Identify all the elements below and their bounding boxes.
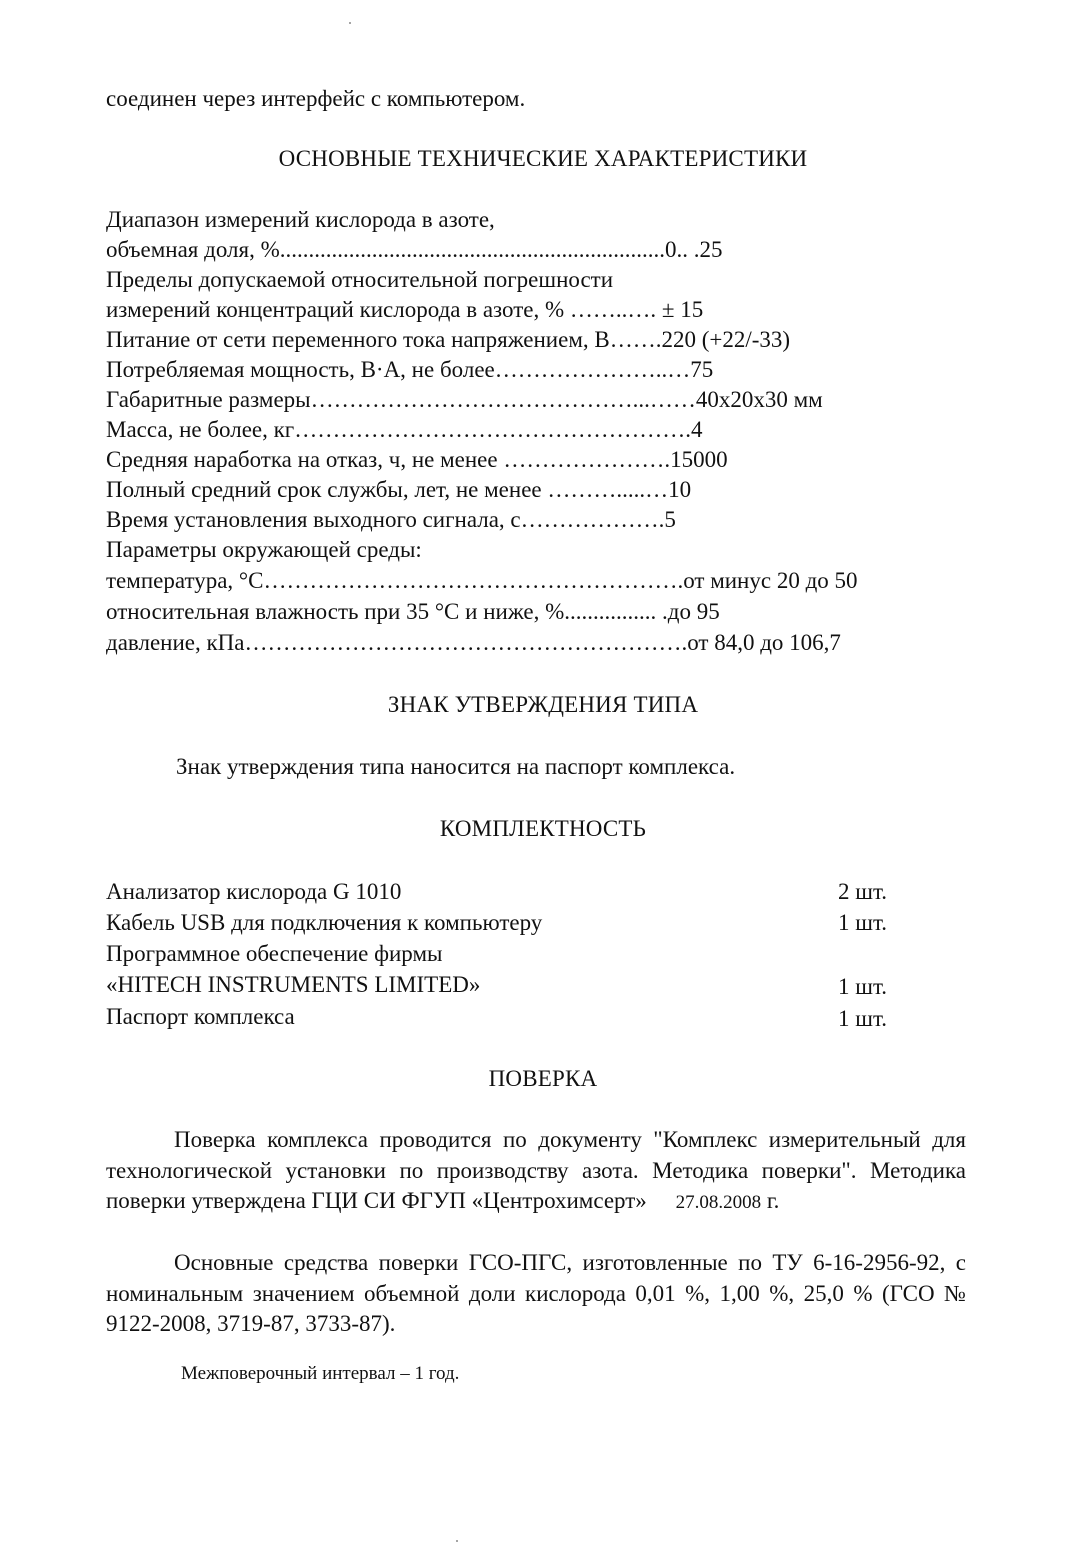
verification-interval: Межповерочный интервал – 1 год. [181, 1363, 460, 1384]
spec-line: Габаритные размеры……………………………………...……40x20x30 мм [106, 387, 823, 412]
scan-speck [349, 22, 351, 24]
date-suffix: г. [766, 1188, 780, 1213]
kit-item-qty: 1 шт. [838, 974, 888, 999]
kit-item-name: Программное обеспечение фирмы [106, 941, 443, 966]
kit-item-qty: 2 шт. [838, 879, 888, 904]
verification-heading: ПОВЕРКА [488, 1066, 598, 1091]
spec-line: Потребляемая мощность, В·А, не более…………………..…75 [106, 357, 714, 382]
intro-line: соединен через интерфейс с компьютером. [106, 86, 526, 111]
approval-text: Знак утверждения типа наносится на паспорт комплекса. [176, 754, 736, 779]
specs-heading: ОСНОВНЫЕ ТЕХНИЧЕСКИЕ ХАРАКТЕРИСТИКИ [278, 146, 808, 171]
approval-date: 27.08.2008 [675, 1192, 762, 1213]
kit-item-qty: 1 шт. [838, 910, 888, 935]
spec-line: Масса, не более, кг…………………………………………….4 [106, 417, 703, 442]
verification-means-text: Основные средства поверки ГСО-ПГС, изготовленные по ТУ 6-16-2956-92, с номинальным значением объемной доли кислорода 0,01 %, 1,00 %, 25,0 % (ГСО № 9122-2008, 3719-87, 3733-87). [106, 1250, 966, 1336]
spec-line: измерений концентраций кислорода в азоте, % ……..…. ± 15 [106, 297, 704, 322]
spec-line: Средняя наработка на отказ, ч, не менее ………………….15000 [106, 447, 728, 472]
spec-line: Диапазон измерений кислорода в азоте, [106, 207, 495, 232]
spec-line: температура, °С……………………………………………….от минус 20 до 50 [106, 568, 858, 593]
spec-line: Время установления выходного сигнала, с……………….5 [106, 507, 676, 532]
scan-speck [456, 1540, 458, 1542]
spec-line: давление, кПа………………………………………………….от 84,0 до 106,7 [106, 630, 841, 655]
verification-means-paragraph [106, 1248, 966, 1340]
kit-item-name: Анализатор кислорода G 1010 [106, 879, 402, 904]
kit-item-name: «HITECH INSTRUMENTS LIMITED» [106, 972, 481, 997]
verification-paragraph [106, 1125, 966, 1219]
spec-line: Полный средний срок службы, лет, не менее ……….....…10 [106, 477, 692, 502]
spec-line: Питание от сети переменного тока напряжением, В…….220 (+22/-33) [106, 327, 791, 352]
kit-item-name: Паспорт комплекса [106, 1004, 295, 1029]
kit-heading: КОМПЛЕКТНОСТЬ [439, 816, 647, 841]
approval-heading: ЗНАК УТВЕРЖДЕНИЯ ТИПА [387, 692, 699, 717]
spec-line: Пределы допускаемой относительной погрешности [106, 267, 614, 292]
kit-item-qty: 1 шт. [838, 1006, 888, 1031]
spec-line: объемная доля, %...................................................................0.. .25 [106, 237, 723, 262]
spec-line: Параметры окружающей среды: [106, 537, 422, 562]
verification-text: Поверка комплекса проводится по документу "Комплекс измерительный для технологической установки по производству азота. Методика поверки". Методика поверки утверждена ГЦИ СИ ФГУП «Центрохимсерт» [106, 1127, 966, 1213]
kit-item-name: Кабель USB для подключения к компьютеру [106, 910, 543, 935]
spec-line: относительная влажность при 35 °С и ниже, %................ .до 95 [106, 599, 720, 624]
